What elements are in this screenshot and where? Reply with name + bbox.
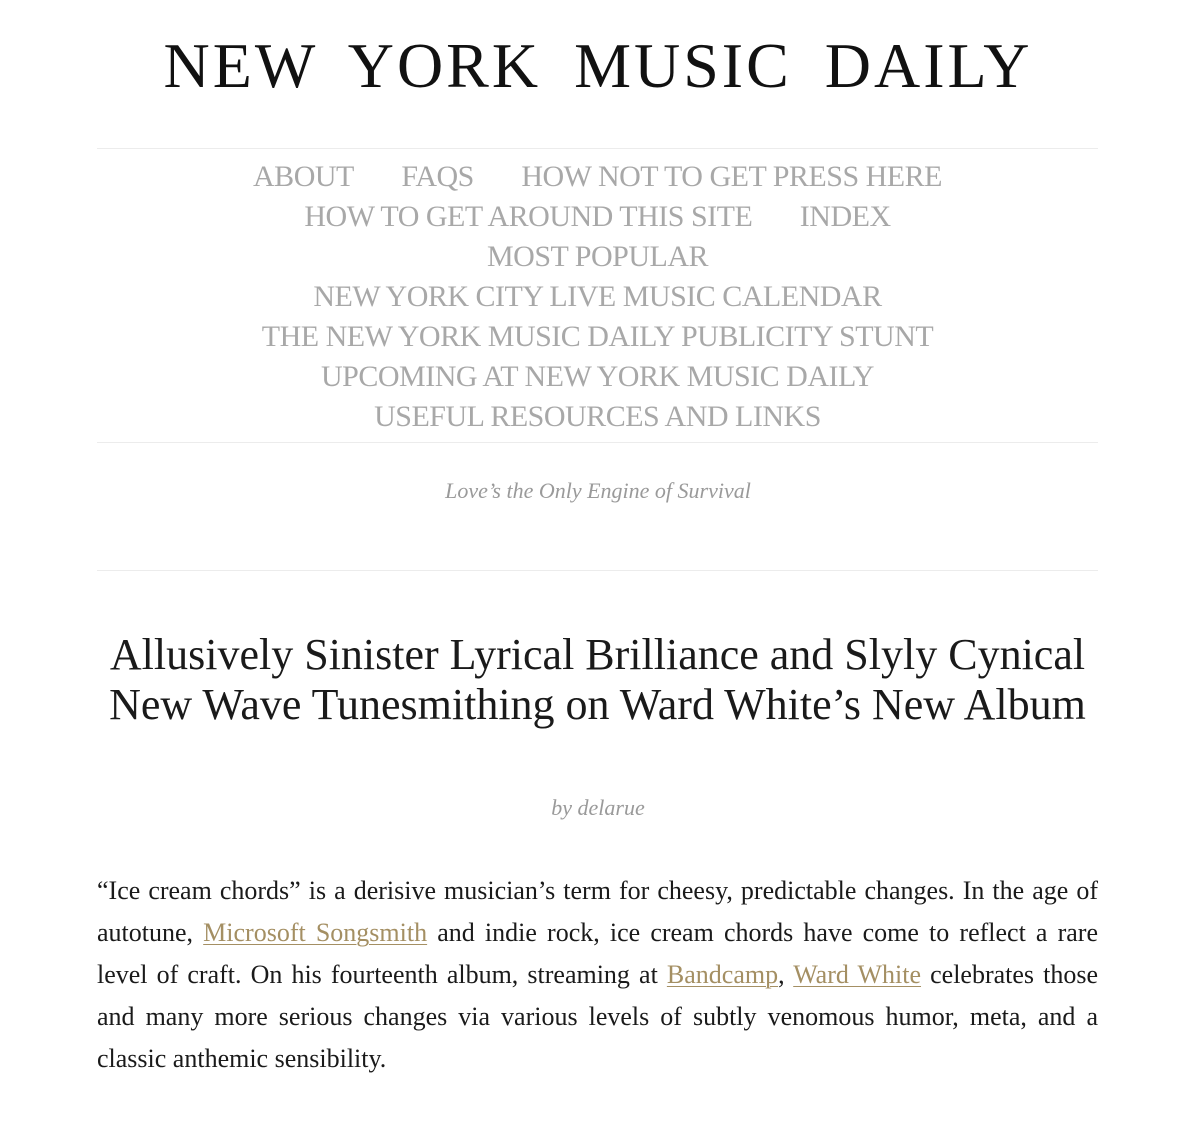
ward-white-link[interactable]: Ward White — [793, 960, 922, 989]
nav-item-how-to-get-around[interactable]: HOW TO GET AROUND THIS SITE — [304, 200, 753, 233]
nav-row — [97, 277, 1098, 317]
site-title[interactable]: NEW YORK MUSIC DAILY — [163, 30, 1033, 101]
nav-row — [97, 317, 1098, 357]
header-divider — [97, 570, 1098, 571]
nav-item-index[interactable]: INDEX — [799, 200, 891, 233]
microsoft-songsmith-link[interactable]: Microsoft Songsmith — [203, 918, 428, 947]
site-tagline: Love’s the Only Engine of Survival — [445, 478, 751, 503]
nav-item-how-not-to-get-press[interactable]: HOW NOT TO GET PRESS HERE — [521, 160, 942, 193]
post-paragraph — [97, 870, 1098, 1080]
nav-item-most-popular[interactable]: MOST POPULAR — [486, 240, 708, 273]
nav-row — [97, 237, 1098, 277]
paragraph-text: , — [778, 960, 794, 989]
nav-item-publicity-stunt[interactable]: THE NEW YORK MUSIC DAILY PUBLICITY STUNT — [261, 320, 934, 353]
nav-row — [97, 357, 1098, 397]
nav-item-useful-resources[interactable]: USEFUL RESOURCES AND LINKS — [374, 400, 821, 433]
nav-item-live-music-calendar[interactable]: NEW YORK CITY LIVE MUSIC CALENDAR — [313, 280, 882, 313]
nav-item-faqs[interactable]: FAQS — [401, 160, 474, 193]
nav-row — [97, 157, 1098, 197]
bandcamp-link[interactable]: Bandcamp — [666, 960, 779, 989]
nav-bottom-divider — [97, 442, 1098, 443]
nav-item-about[interactable]: ABOUT — [253, 160, 354, 193]
nav-row — [97, 397, 1098, 437]
main-navigation — [97, 157, 1098, 437]
nav-row — [97, 197, 1098, 237]
nav-item-upcoming[interactable]: UPCOMING AT NEW YORK MUSIC DAILY — [321, 360, 874, 393]
post-title[interactable]: Allusively Sinister Lyrical Brilliance and Slyly Cynical New Wave Tunesmithing on Ward White’s New Album — [109, 630, 1086, 729]
post-byline[interactable]: by delarue — [551, 795, 645, 820]
paragraph-text: and indie rock, ice cream chords have come to reflect a rare level of craft. On his fourteenth album, streaming at — [97, 918, 1099, 989]
nav-top-divider — [97, 148, 1098, 149]
paragraph-text: “Ice cream chords” is a derisive musician’s term for cheesy, predictable changes. In the age of autotune, — [97, 876, 1098, 947]
paragraph-text: celebrates those and many more serious changes via various levels of subtly venomous humor, meta, and a classic anthemic sensibility. — [97, 960, 1099, 1073]
